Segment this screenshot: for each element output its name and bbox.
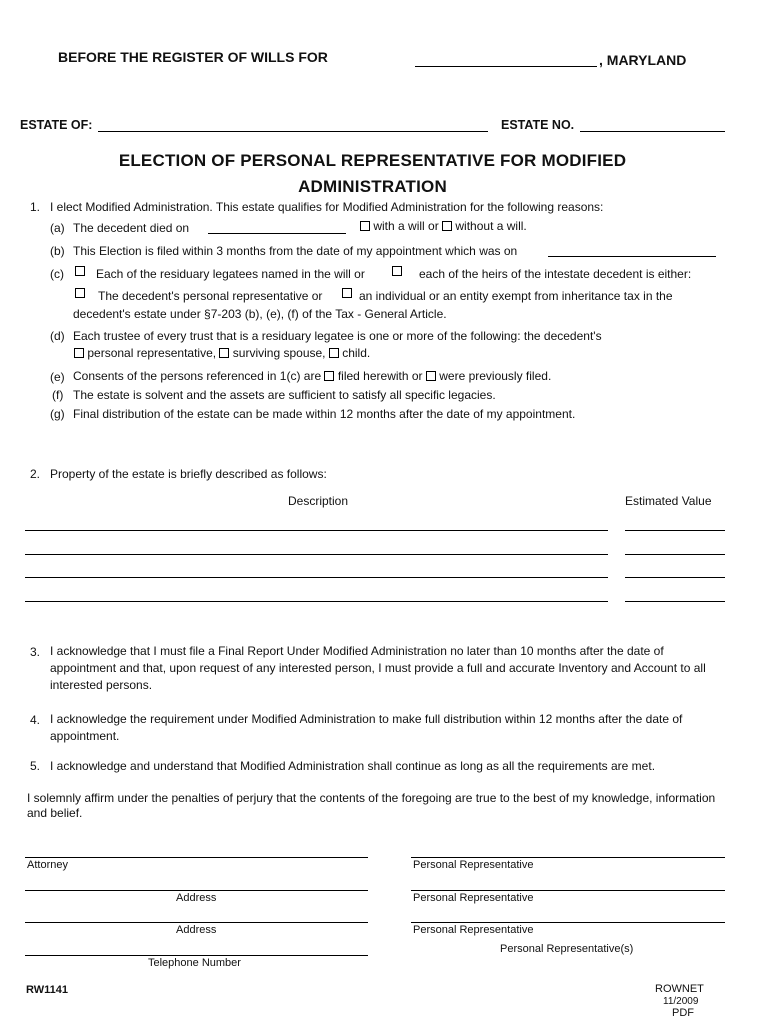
- trustee-pr-label: personal representative,: [87, 346, 217, 360]
- item1c-text2: each of the heirs of the intestate decedent is either:: [419, 267, 692, 281]
- telephone-field[interactable]: [25, 955, 368, 956]
- item1b-label: (b): [50, 244, 65, 258]
- exempt-entity-checkbox[interactable]: [342, 288, 352, 298]
- date-of-death-field[interactable]: [208, 233, 346, 234]
- trustee-spouse-checkbox[interactable]: [219, 348, 229, 358]
- item1b-text: This Election is filed within 3 months from the date of my appointment which was on: [73, 244, 518, 258]
- item1c-pr-label: The decedent's personal representative or: [98, 289, 323, 303]
- form-number: RW1141: [26, 984, 68, 996]
- page-title-line1: ELECTION OF PERSONAL REPRESENTATIVE FOR MODIFIED: [118, 151, 627, 170]
- property-description-field[interactable]: [25, 554, 608, 555]
- header-register-of-wills: BEFORE THE REGISTER OF WILLS FOR: [58, 49, 328, 65]
- item1e-label: (e): [50, 370, 65, 384]
- with-will-label: with a will or: [373, 219, 439, 233]
- item1d-text: Each trustee of every trust that is a residuary legatee is one or more of the following: the decedent's: [73, 329, 602, 343]
- previously-filed-label: were previously filed.: [439, 369, 552, 383]
- with-will-checkbox[interactable]: [360, 221, 370, 231]
- item5-number: 5.: [30, 759, 41, 773]
- item1f-label: (f): [52, 388, 64, 402]
- footer-rownet: ROWNET: [655, 983, 704, 995]
- footer-pdf: PDF: [672, 1007, 694, 1019]
- item1c-line3: decedent's estate under §7-203 (b), (e), (f) of the Tax - General Article.: [73, 307, 447, 321]
- page-title-line2: ADMINISTRATION: [298, 177, 447, 196]
- county-field[interactable]: [415, 66, 597, 67]
- pr-label-2: Personal Representative: [413, 892, 534, 904]
- estate-of-label: ESTATE OF:: [20, 118, 93, 132]
- property-value-field[interactable]: [625, 601, 725, 602]
- description-header: Description: [288, 494, 349, 508]
- address-label-1: Address: [176, 892, 217, 904]
- property-description-field[interactable]: [25, 530, 608, 531]
- item1c-text1: Each of the residuary legatees named in the will or: [96, 267, 365, 281]
- item1d-options: [74, 346, 370, 360]
- property-value-field[interactable]: [625, 554, 725, 555]
- residuary-legatees-checkbox[interactable]: [75, 266, 85, 276]
- address-field-1[interactable]: [25, 890, 368, 891]
- estate-of-field[interactable]: [98, 131, 488, 132]
- item3-number: 3.: [30, 645, 41, 659]
- affirmation-text: I solemnly affirm under the penalties of perjury that the contents of the foregoing are true to the best of my knowledge, information and belief.: [27, 791, 716, 820]
- estate-no-field[interactable]: [580, 131, 725, 132]
- item4-text: I acknowledge the requirement under Modified Administration to make full distribution within 12 months after the date of appointment.: [50, 712, 683, 743]
- item1g-text: Final distribution of the estate can be made within 12 months after the date of my appointment.: [73, 407, 576, 421]
- property-value-field[interactable]: [625, 577, 725, 578]
- item4-number: 4.: [30, 713, 41, 727]
- filed-herewith-label: filed herewith or: [337, 369, 423, 383]
- pr-signature-field-3[interactable]: [411, 922, 725, 923]
- address-field-2[interactable]: [25, 922, 368, 923]
- property-description-field[interactable]: [25, 577, 608, 578]
- property-value-field[interactable]: [625, 530, 725, 531]
- decedent-pr-checkbox[interactable]: [75, 288, 85, 298]
- property-description-field[interactable]: [25, 601, 608, 602]
- trustee-child-label: child.: [342, 346, 371, 360]
- item2-text: Property of the estate is briefly described as follows:: [50, 467, 327, 481]
- trustee-child-checkbox[interactable]: [329, 348, 339, 358]
- without-will-checkbox[interactable]: [442, 221, 452, 231]
- footer-date: 11/2009: [663, 996, 699, 1007]
- item2-number: 2.: [30, 467, 41, 481]
- estimated-value-header: Estimated Value: [625, 494, 712, 508]
- item5-text: I acknowledge and understand that Modified Administration shall continue as long as all the requirements are met.: [50, 759, 656, 773]
- item1e-line: [73, 369, 551, 383]
- trustee-pr-checkbox[interactable]: [74, 348, 84, 358]
- item1-number: 1.: [30, 200, 41, 214]
- estate-no-label: ESTATE NO.: [501, 118, 575, 132]
- item1c-exempt-label: an individual or an entity exempt from inheritance tax in the: [359, 289, 673, 303]
- pr-signature-field-1[interactable]: [411, 857, 725, 858]
- with-will-option: [360, 219, 527, 233]
- item1a-text: The decedent died on: [73, 221, 190, 235]
- pr-label-3: Personal Representative: [413, 924, 534, 936]
- item1f-text: The estate is solvent and the assets are sufficient to satisfy all specific legacies.: [73, 388, 496, 402]
- header-maryland: , MARYLAND: [599, 52, 687, 68]
- item1d-label: (d): [50, 329, 65, 343]
- heirs-checkbox[interactable]: [392, 266, 402, 276]
- item1a-label: (a): [50, 221, 65, 235]
- item1g-label: (g): [50, 407, 65, 421]
- item1-text: I elect Modified Administration. This estate qualifies for Modified Administration for the following reasons:: [50, 200, 604, 214]
- trustee-spouse-label: surviving spouse,: [232, 346, 326, 360]
- pr-signature-field-2[interactable]: [411, 890, 725, 891]
- item1c-label: (c): [50, 267, 64, 281]
- item1e-text: Consents of the persons referenced in 1(c) are: [73, 369, 322, 383]
- pr-label-1: Personal Representative: [413, 859, 534, 871]
- item3-text: I acknowledge that I must file a Final Report Under Modified Administration no later than 10 months after the date of appointment and that, upon request of any interested person, I must provide a full and accurate Inventory and Account to all interested persons.: [50, 644, 706, 692]
- appointment-date-field[interactable]: [548, 256, 716, 257]
- prs-label: Personal Representative(s): [500, 943, 634, 955]
- address-label-2: Address: [176, 924, 217, 936]
- attorney-signature-field[interactable]: [25, 857, 368, 858]
- attorney-label: Attorney: [27, 859, 68, 871]
- filed-herewith-checkbox[interactable]: [324, 371, 334, 381]
- previously-filed-checkbox[interactable]: [426, 371, 436, 381]
- telephone-label: Telephone Number: [148, 957, 241, 969]
- without-will-label: without a will.: [455, 219, 527, 233]
